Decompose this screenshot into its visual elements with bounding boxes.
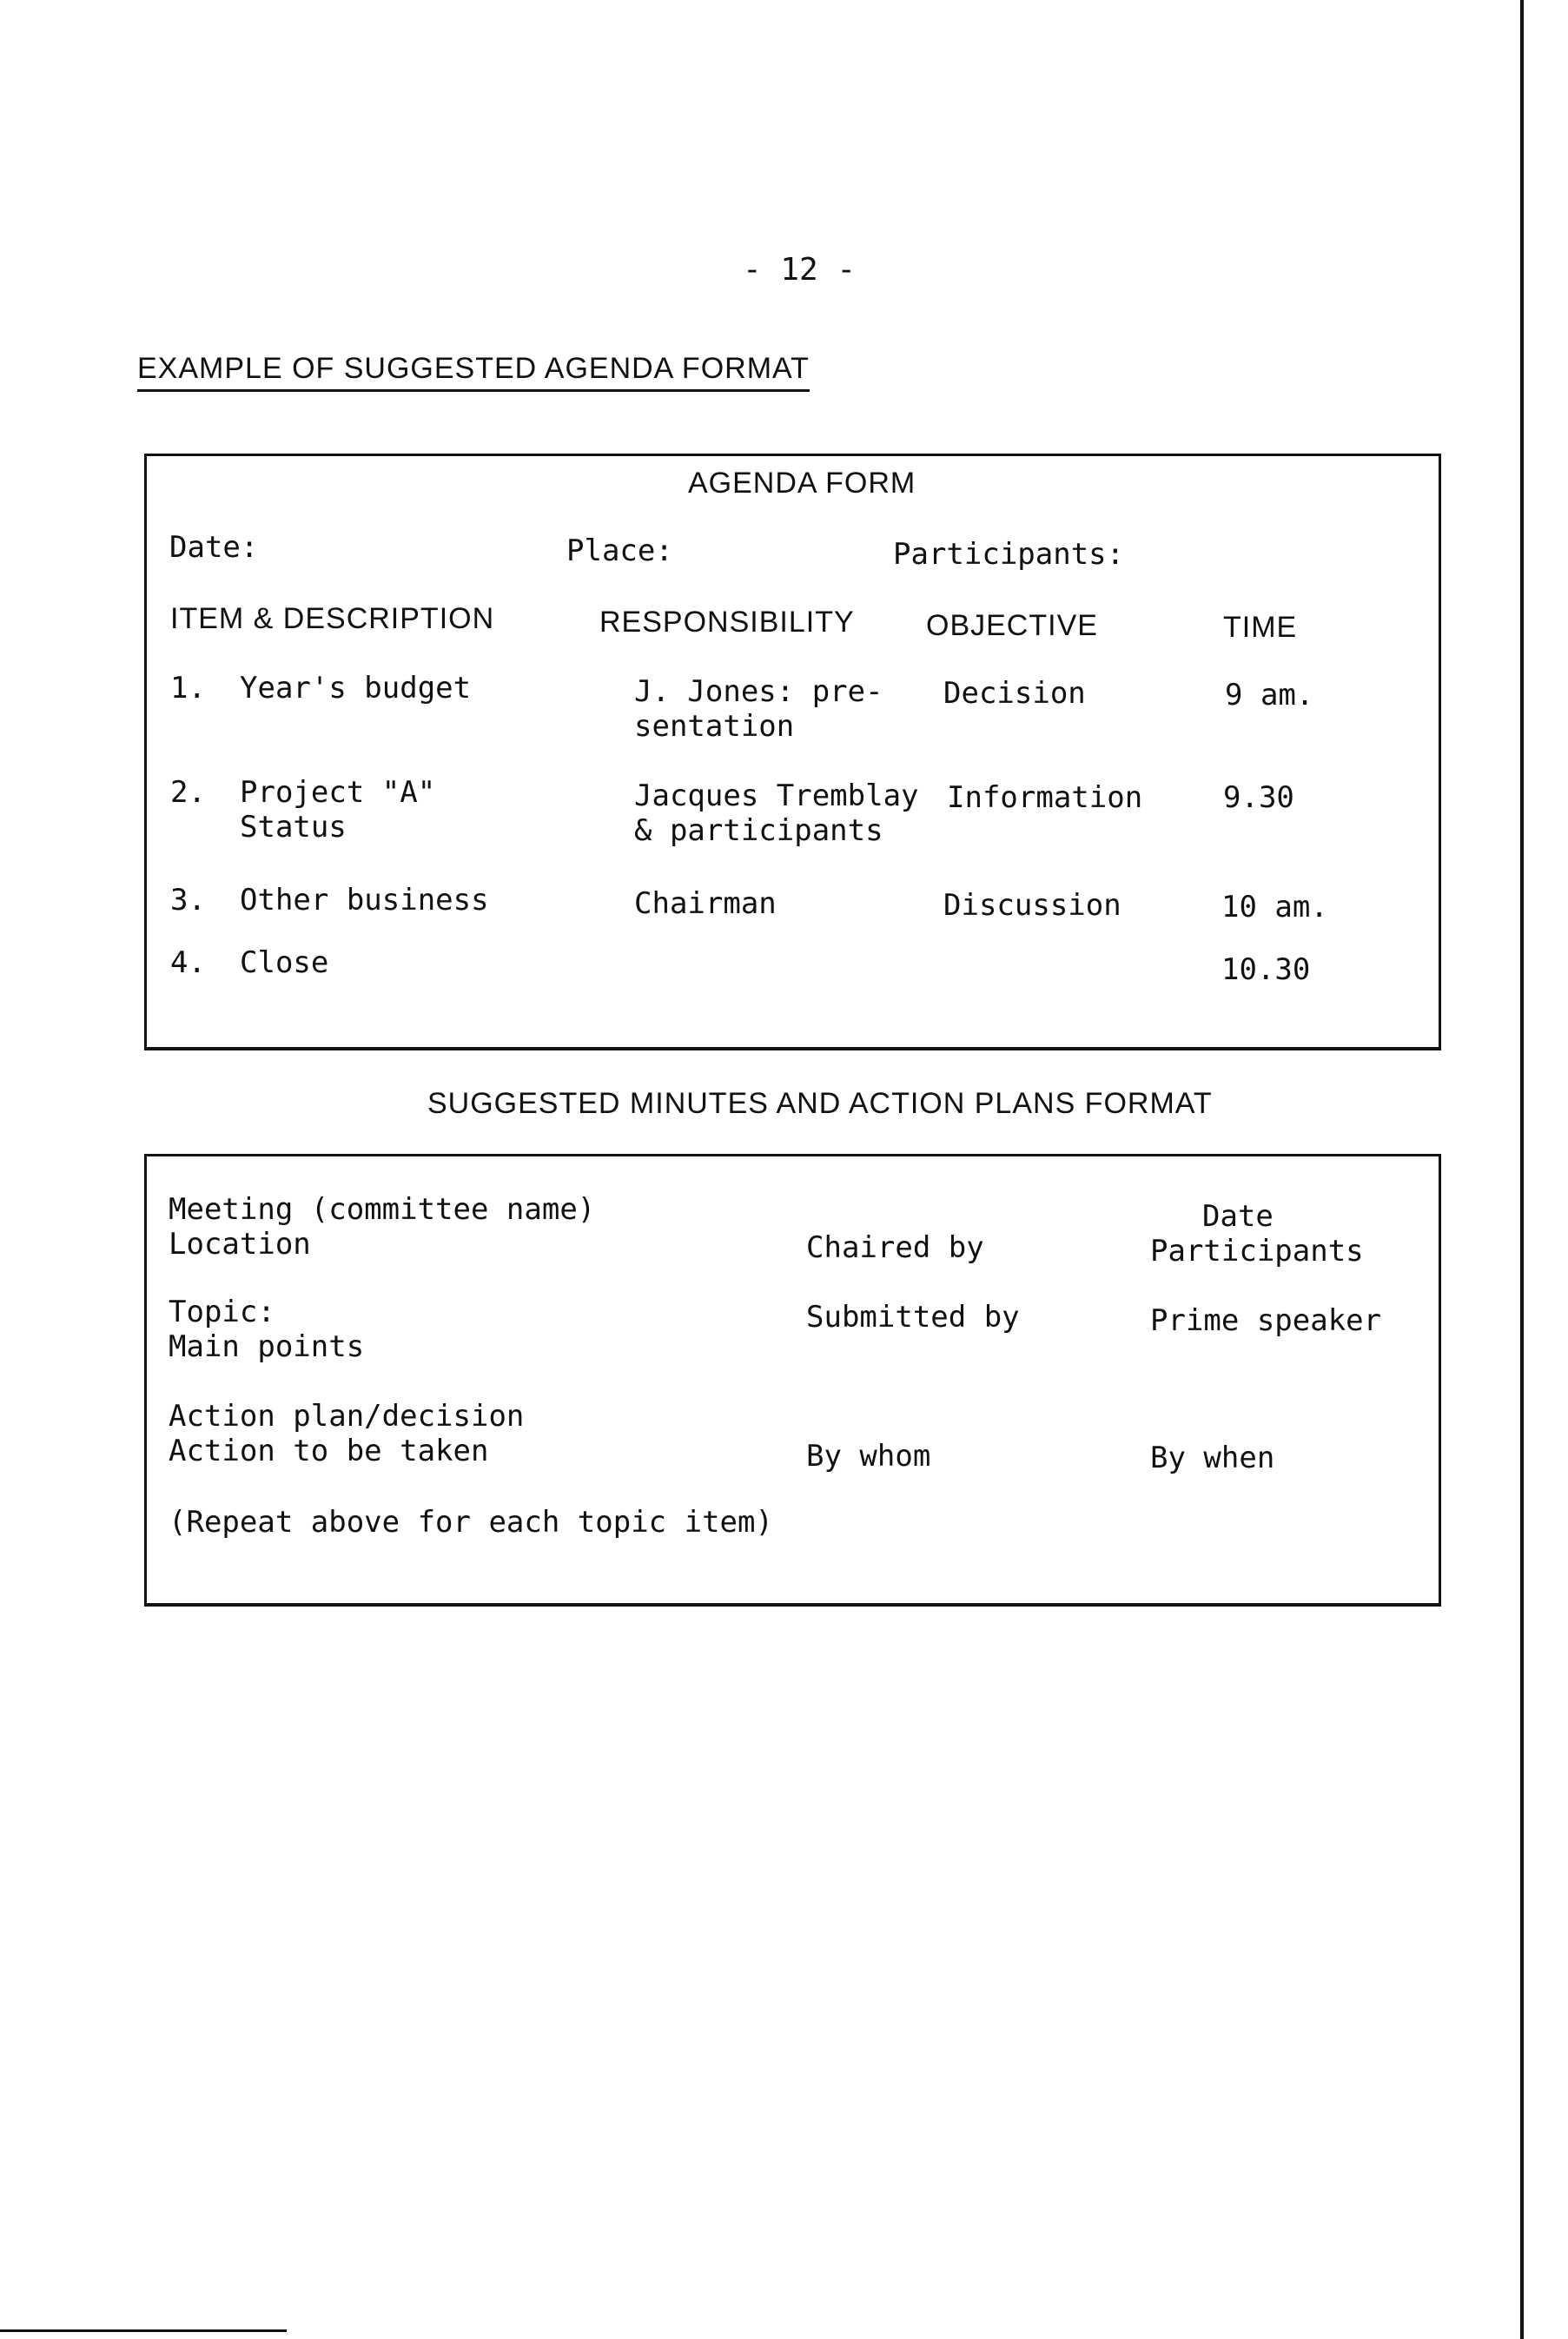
participants-field-label: Participants <box>1150 1234 1364 1269</box>
agenda-row-4-item: Close <box>240 945 329 980</box>
meeting-label: Meeting (committee name) <box>169 1192 596 1227</box>
agenda-row-2-item-line-2: Status <box>240 810 347 845</box>
minutes-format-title: SUGGESTED MINUTES AND ACTION PLANS FORMAT <box>427 1087 1213 1120</box>
agenda-row-3-responsibility: Chairman <box>634 886 777 921</box>
agenda-form-title: AGENDA FORM <box>688 467 916 500</box>
agenda-row-4-time: 10.30 <box>1221 952 1311 987</box>
prime-speaker-label: Prime speaker <box>1150 1303 1382 1338</box>
agenda-row-2-item-line-1: Project "A" <box>240 775 436 810</box>
agenda-row-2-responsibility-line-2: & participants <box>634 813 883 848</box>
action-taken-label: Action to be taken <box>169 1434 489 1468</box>
agenda-row-1-objective: Decision <box>943 676 1086 711</box>
date-label: Date: <box>169 530 259 565</box>
by-whom-label: By whom <box>806 1439 931 1474</box>
repeat-note: (Repeat above for each topic item) <box>169 1505 773 1540</box>
chaired-by-label: Chaired by <box>806 1230 984 1265</box>
topic-label: Topic: <box>169 1295 275 1329</box>
agenda-row-3-objective: Discussion <box>943 888 1121 923</box>
column-header-objective: OBJECTIVE <box>926 609 1098 642</box>
agenda-row-3-number: 3. <box>170 883 206 918</box>
agenda-row-2-responsibility-line-1: Jacques Tremblay <box>634 779 919 813</box>
scan-edge-line <box>1520 0 1524 2339</box>
place-label: Place: <box>566 533 673 568</box>
agenda-row-1-number: 1. <box>170 671 206 706</box>
location-label: Location <box>169 1227 311 1262</box>
submitted-by-label: Submitted by <box>806 1300 1020 1335</box>
agenda-row-1-responsibility-line-2: sentation <box>634 709 795 744</box>
section-heading: EXAMPLE OF SUGGESTED AGENDA FORMAT <box>137 352 810 392</box>
agenda-row-1-time: 9 am. <box>1225 678 1314 712</box>
by-when-label: By when <box>1150 1441 1275 1475</box>
column-header-responsibility: RESPONSIBILITY <box>599 606 855 639</box>
agenda-row-2-objective: Information <box>947 780 1143 815</box>
column-header-time: TIME <box>1223 611 1298 644</box>
scan-bottom-line <box>0 2329 287 2332</box>
agenda-row-1-responsibility-line-1: J. Jones: pre- <box>634 674 883 709</box>
agenda-row-1-item: Year's budget <box>240 671 472 706</box>
agenda-row-2-number: 2. <box>170 775 206 810</box>
date-field-label: Date <box>1202 1199 1274 1234</box>
participants-label: Participants: <box>893 537 1125 572</box>
main-points-label: Main points <box>169 1329 365 1364</box>
agenda-row-4-number: 4. <box>170 945 206 980</box>
action-plan-label: Action plan/decision <box>169 1399 525 1434</box>
page-number: - 12 - <box>743 252 857 288</box>
agenda-row-3-item: Other business <box>240 883 489 918</box>
column-header-item: ITEM & DESCRIPTION <box>170 602 495 635</box>
agenda-row-3-time: 10 am. <box>1221 890 1328 924</box>
agenda-row-2-time: 9.30 <box>1223 780 1294 815</box>
